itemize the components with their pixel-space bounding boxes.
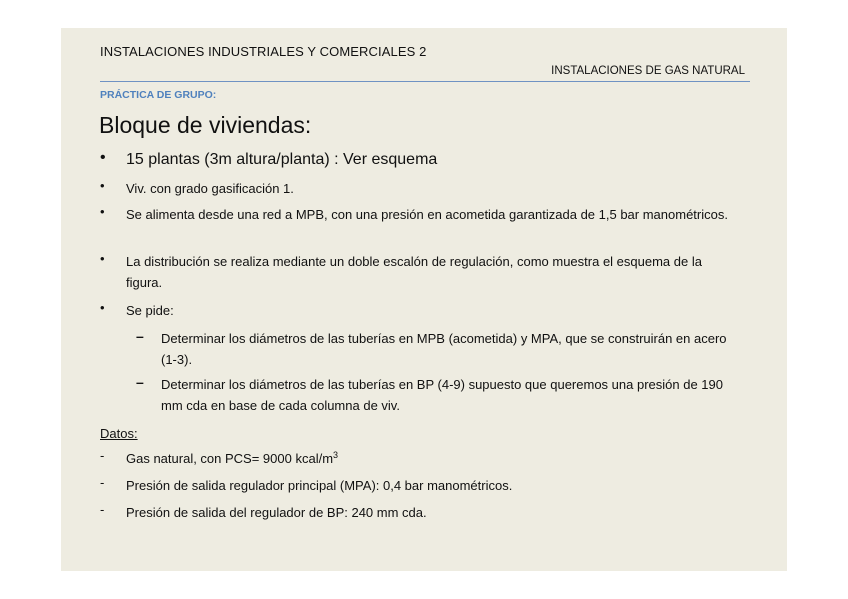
sub-bullet-text: Determinar los diámetros de las tuberías en BP (4-9) supuesto que queremos una presión de 190 mm cda en base de cada columna de viv. [161, 377, 723, 413]
list-item [100, 178, 294, 199]
bullet-marker: • [100, 204, 105, 219]
bullet-marker: • [100, 178, 105, 193]
dash-marker: – [136, 374, 144, 390]
sub-list-item [136, 328, 736, 370]
data-item [100, 502, 427, 523]
data-item [100, 448, 338, 469]
sub-bullet-text: Determinar los diámetros de las tuberías en MPB (acometida) y MPA, que se construirán en acero (1-3). [161, 331, 727, 367]
page-title: Bloque de viviendas: [99, 112, 312, 138]
course-title: INSTALACIONES INDUSTRIALES Y COMERCIALES 2 [100, 44, 427, 59]
bullet-text: Se alimenta desde una red a MPB, con una presión en acometida garantizada de 1,5 bar manométricos. [126, 207, 728, 222]
hyphen-marker: - [100, 475, 105, 490]
list-item [100, 204, 740, 225]
data-item [100, 475, 512, 496]
hyphen-marker: - [100, 502, 105, 517]
bullet-text: La distribución se realiza mediante un doble escalón de regulación, como muestra el esquema de la figura. [126, 254, 702, 290]
superscript: 3 [333, 450, 339, 460]
bullet-text: Se pide: [126, 303, 174, 318]
header-divider [100, 81, 750, 82]
datos-label: Datos: [100, 426, 138, 441]
dash-marker: – [136, 328, 144, 344]
bullet-text: Viv. con grado gasificación 1. [126, 181, 294, 196]
sub-list-item [136, 374, 746, 416]
list-item [100, 149, 437, 170]
data-item-text: Presión de salida regulador principal (MPA): 0,4 bar manométricos. [126, 478, 513, 493]
data-item-text: Presión de salida del regulador de BP: 240 mm cda. [126, 505, 427, 520]
list-item [100, 300, 174, 321]
bullet-marker: • [100, 300, 105, 315]
section-label: PRÁCTICA DE GRUPO: [100, 89, 217, 101]
data-item-text: Gas natural, con PCS= 9000 kcal/m [126, 451, 334, 466]
bullet-marker: • [100, 251, 105, 266]
slide [61, 28, 787, 571]
bullet-marker: • [100, 149, 106, 166]
hyphen-marker: - [100, 448, 105, 463]
topic-title: INSTALACIONES DE GAS NATURAL [551, 65, 745, 77]
bullet-text: 15 plantas (3m altura/planta) : Ver esquema [126, 151, 438, 168]
list-item [100, 251, 740, 293]
